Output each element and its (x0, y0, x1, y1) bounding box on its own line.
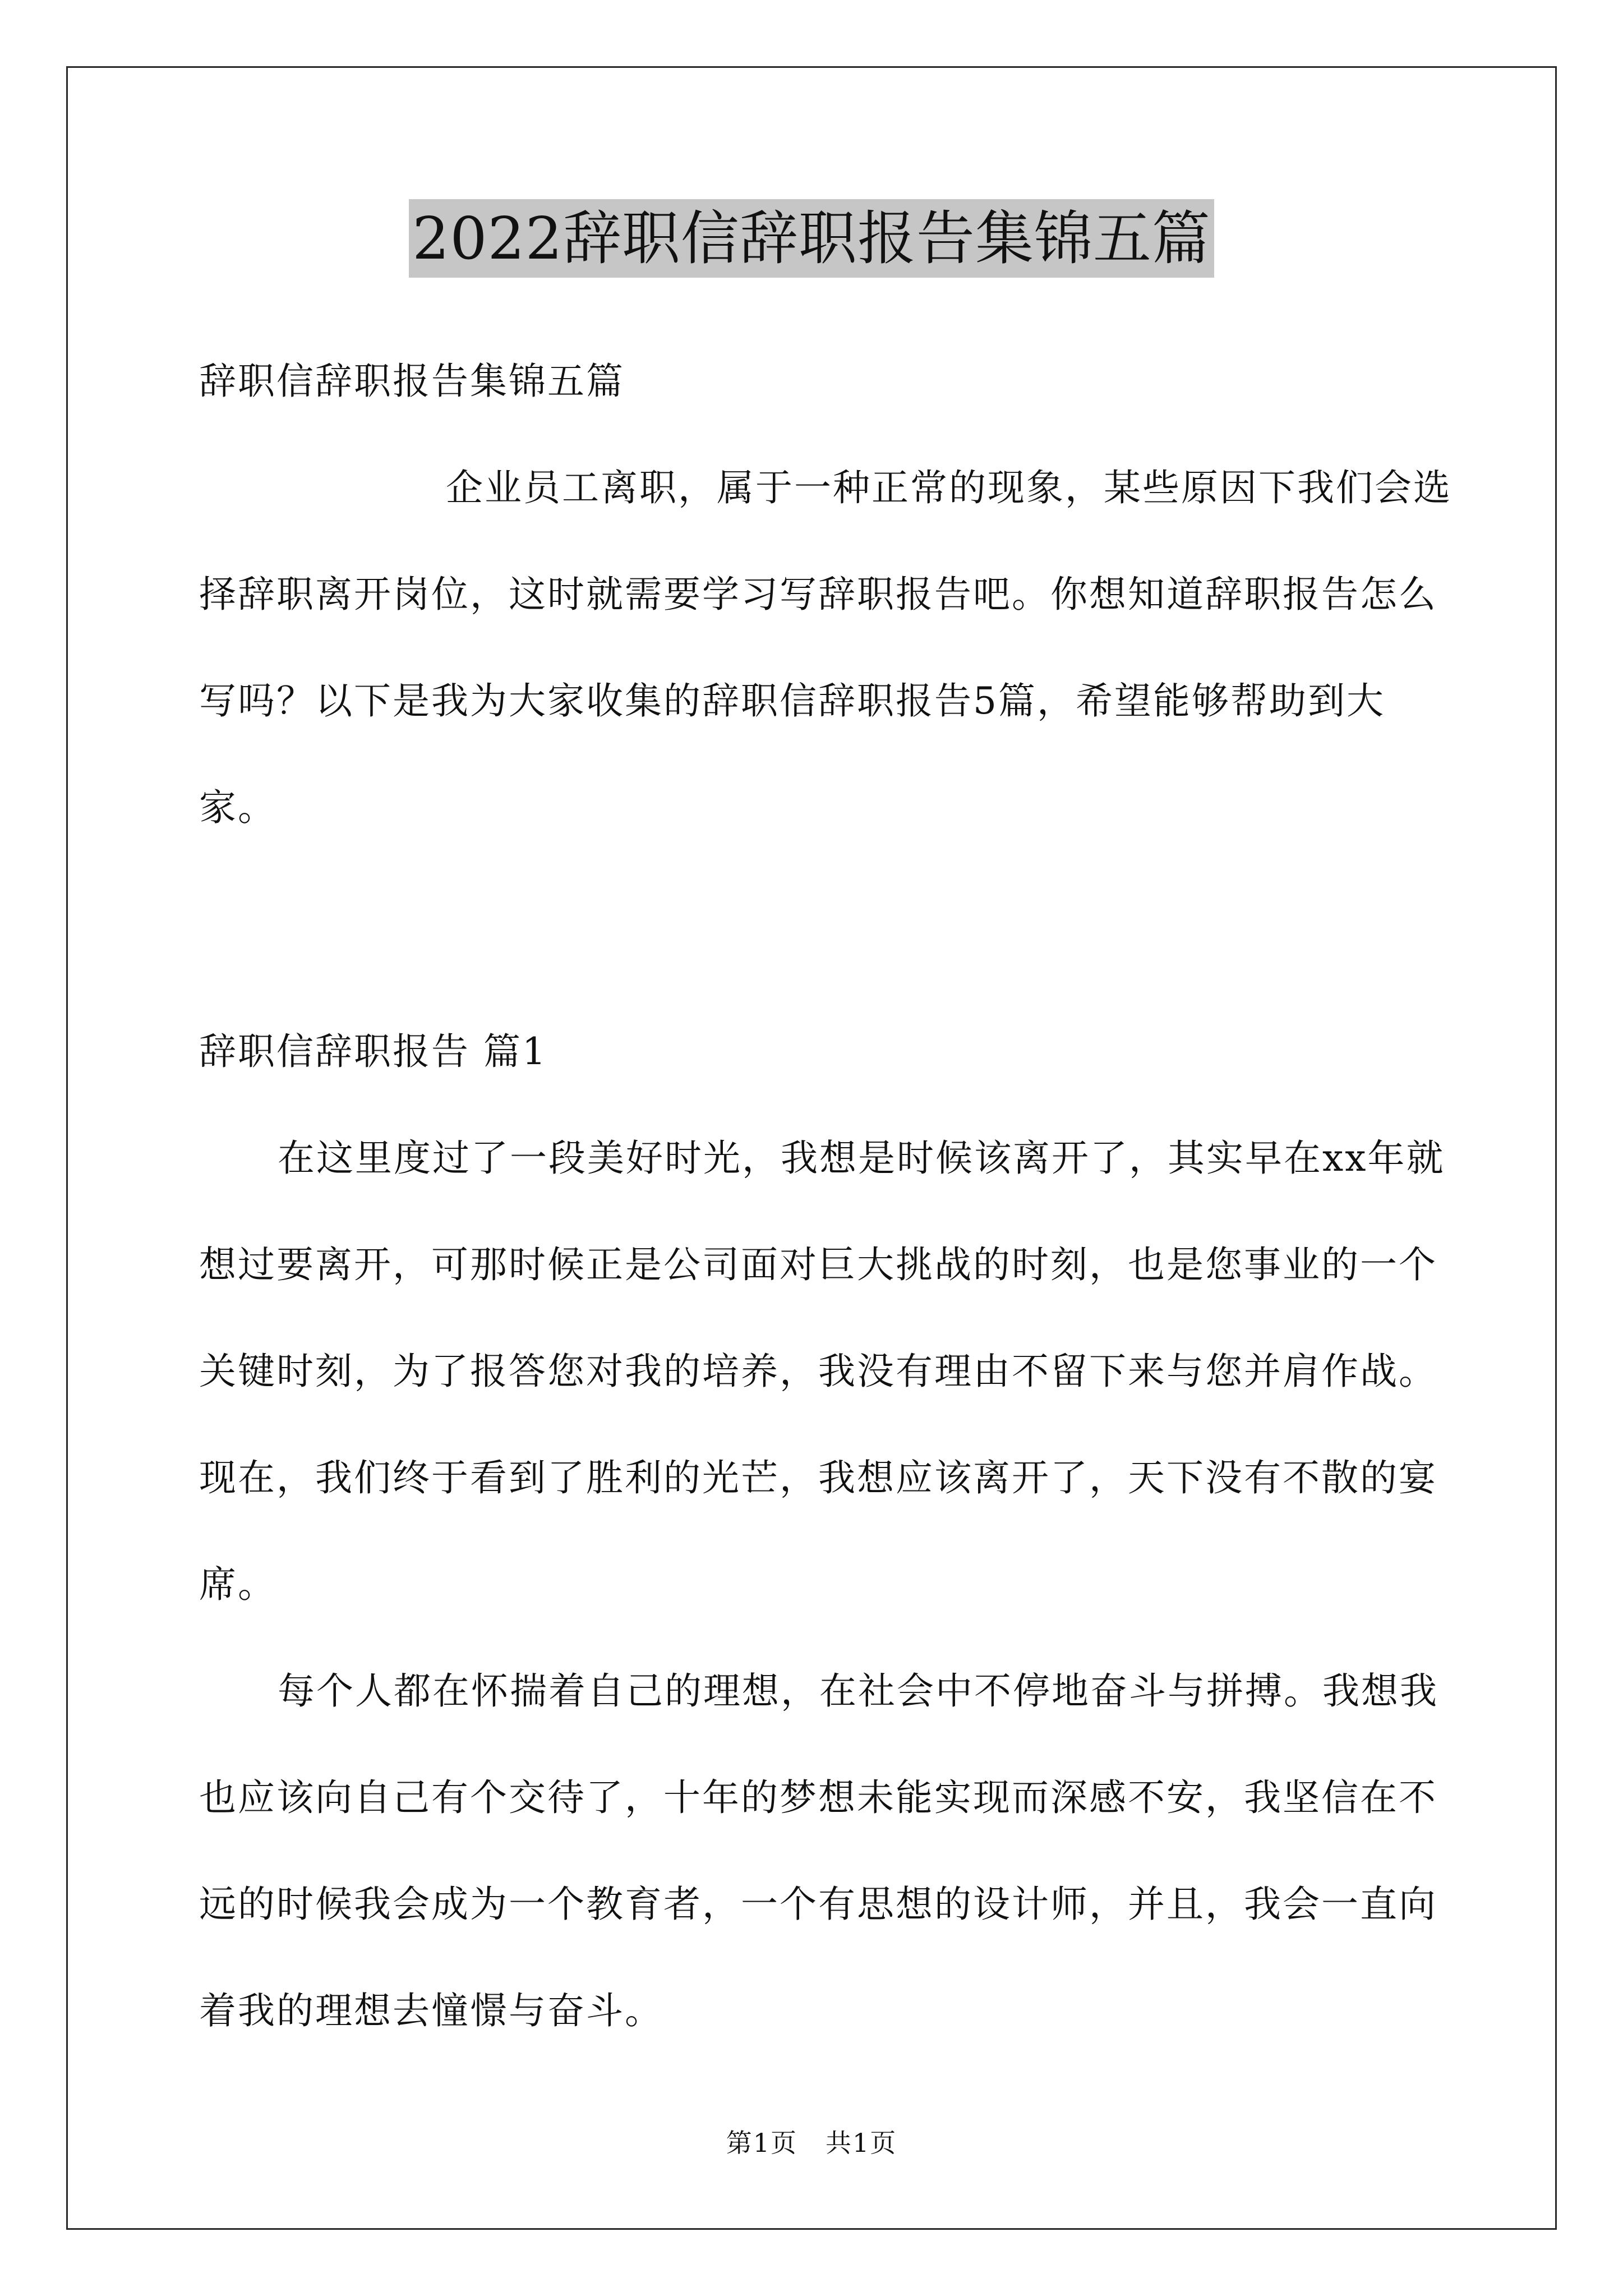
page-number-current: 第1页 (726, 2128, 797, 2158)
page-footer (0, 2126, 1623, 2160)
intro-paragraph: 企业员工离职，属于一种正常的现象，某些原因下我们会选择辞职离开岗位，这时就需要学习写辞职报告吧。你想知道辞职报告怎么写吗？以下是我为大家收集的辞职信辞职报告5篇，希望能够帮助到大家。 (199, 466, 1452, 829)
title-container (0, 199, 1623, 278)
section-heading: 辞职信辞职报告 篇1 (199, 1030, 547, 1073)
document-subtitle: 辞职信辞职报告集锦五篇 (199, 360, 625, 403)
document-title: 2022辞职信辞职报告集锦五篇 (409, 199, 1214, 278)
page-number-total: 共1页 (826, 2128, 897, 2158)
body-paragraph-1: 在这里度过了一段美好时光，我想是时候该离开了，其实早在xx年就想过要离开，可那时候正是公司面对巨大挑战的时刻，也是您事业的一个关键时刻，为了报答您对我的培养，我没有理由不留下来与您并肩作战。现在，我们终于看到了胜利的光芒，我想应该离开了，天下没有不散的宴席。 (199, 1137, 1445, 1606)
body-paragraph-2: 每个人都在怀揣着自己的理想，在社会中不停地奋斗与拼搏。我想我也应该向自己有个交待了，十年的梦想未能实现而深感不安，我坚信在不远的时候我会成为一个教育者，一个有思想的设计师，并且，我会一直向着我的理想去憧憬与奋斗。 (199, 1669, 1438, 2032)
